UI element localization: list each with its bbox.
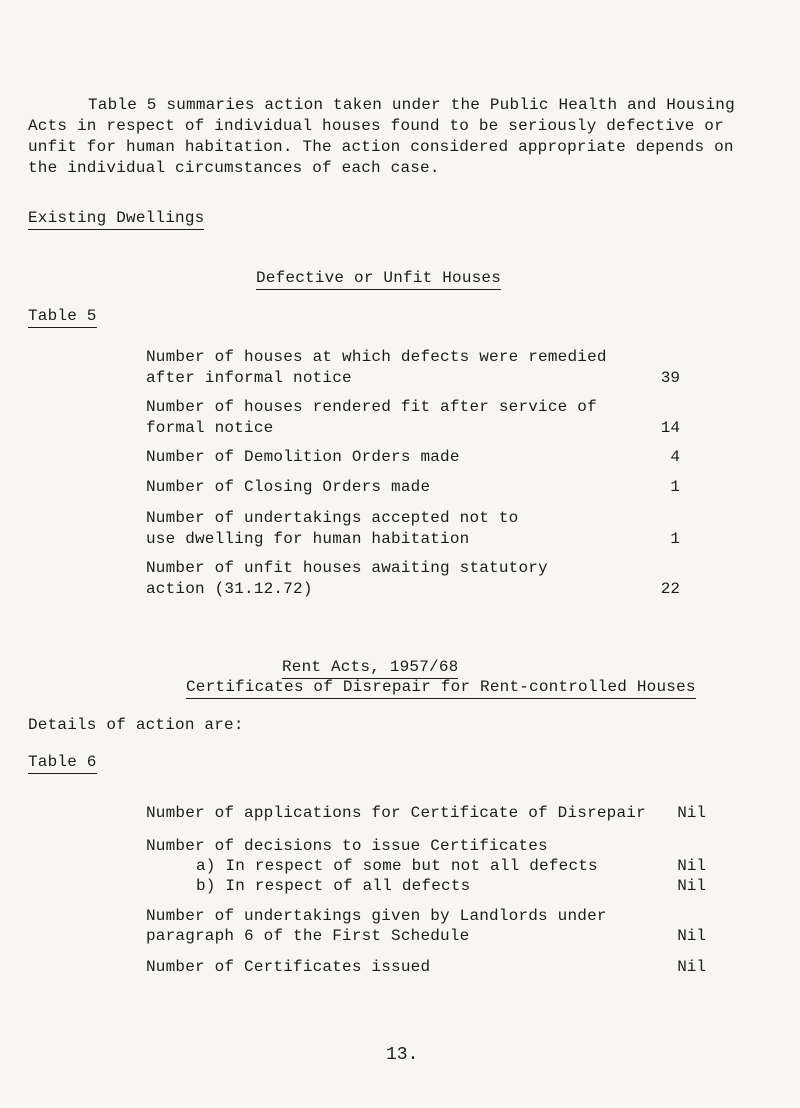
row-text-line-1: b) In respect of all defects: [196, 877, 471, 895]
row-value: Nil: [677, 877, 706, 895]
row-text-line-2: after informal notice: [146, 369, 352, 387]
details-text: Details of action are:: [28, 716, 244, 734]
row-value: Nil: [677, 958, 706, 976]
row-text-line-1: Number of houses rendered fit after service of: [146, 398, 597, 416]
intro-line-2: Acts in respect of individual houses found to be seriously defective or: [28, 117, 724, 135]
row-text-line-1: Number of decisions to issue Certificates: [146, 837, 548, 855]
row-value: Nil: [677, 927, 706, 945]
row-text-line-1: Number of Demolition Orders made: [146, 448, 460, 466]
row-value: Nil: [677, 857, 706, 875]
row-text-line-2: formal notice: [146, 419, 274, 437]
row-text-line-1: Number of applications for Certificate of Disrepair: [146, 804, 646, 822]
row-text-line-2: action (31.12.72): [146, 580, 313, 598]
row-text-line-1: Number of Certificates issued: [146, 958, 431, 976]
intro-line-3: unfit for human habitation. The action considered appropriate depends on: [28, 138, 734, 156]
row-text-line-2: use dwelling for human habitation: [146, 530, 470, 548]
row-text-line-1: Number of undertakings accepted not to: [146, 509, 519, 527]
row-text-line-1: Number of houses at which defects were remedied: [146, 348, 607, 366]
row-value: 4: [670, 448, 680, 466]
table-5-label: Table 5: [28, 306, 97, 328]
row-value: 1: [670, 530, 680, 548]
intro-line-1: Table 5 summaries action taken under the Public Health and Housing: [88, 96, 735, 114]
row-value: 14: [660, 419, 680, 437]
intro-line-4: the individual circumstances of each case.: [28, 159, 440, 177]
page-number: 13.: [386, 1045, 419, 1065]
row-text-line-1: Number of Closing Orders made: [146, 478, 431, 496]
row-text-line-1: Number of undertakings given by Landlords under: [146, 907, 607, 925]
row-value: 22: [660, 580, 680, 598]
certificates-heading: Certificates of Disrepair for Rent-controlled Houses: [186, 677, 696, 699]
row-text-line-1: a) In respect of some but not all defects: [196, 857, 598, 875]
existing-dwellings-heading: Existing Dwellings: [28, 208, 204, 230]
table-6-label: Table 6: [28, 752, 97, 774]
defective-houses-heading: Defective or Unfit Houses: [256, 268, 501, 290]
rent-acts-heading: Rent Acts, 1957/68: [282, 657, 458, 679]
row-text-line-1: Number of unfit houses awaiting statutory: [146, 559, 548, 577]
row-text-line-2: paragraph 6 of the First Schedule: [146, 927, 470, 945]
row-value: 39: [660, 369, 680, 387]
row-value: Nil: [677, 804, 706, 822]
row-value: 1: [670, 478, 680, 496]
